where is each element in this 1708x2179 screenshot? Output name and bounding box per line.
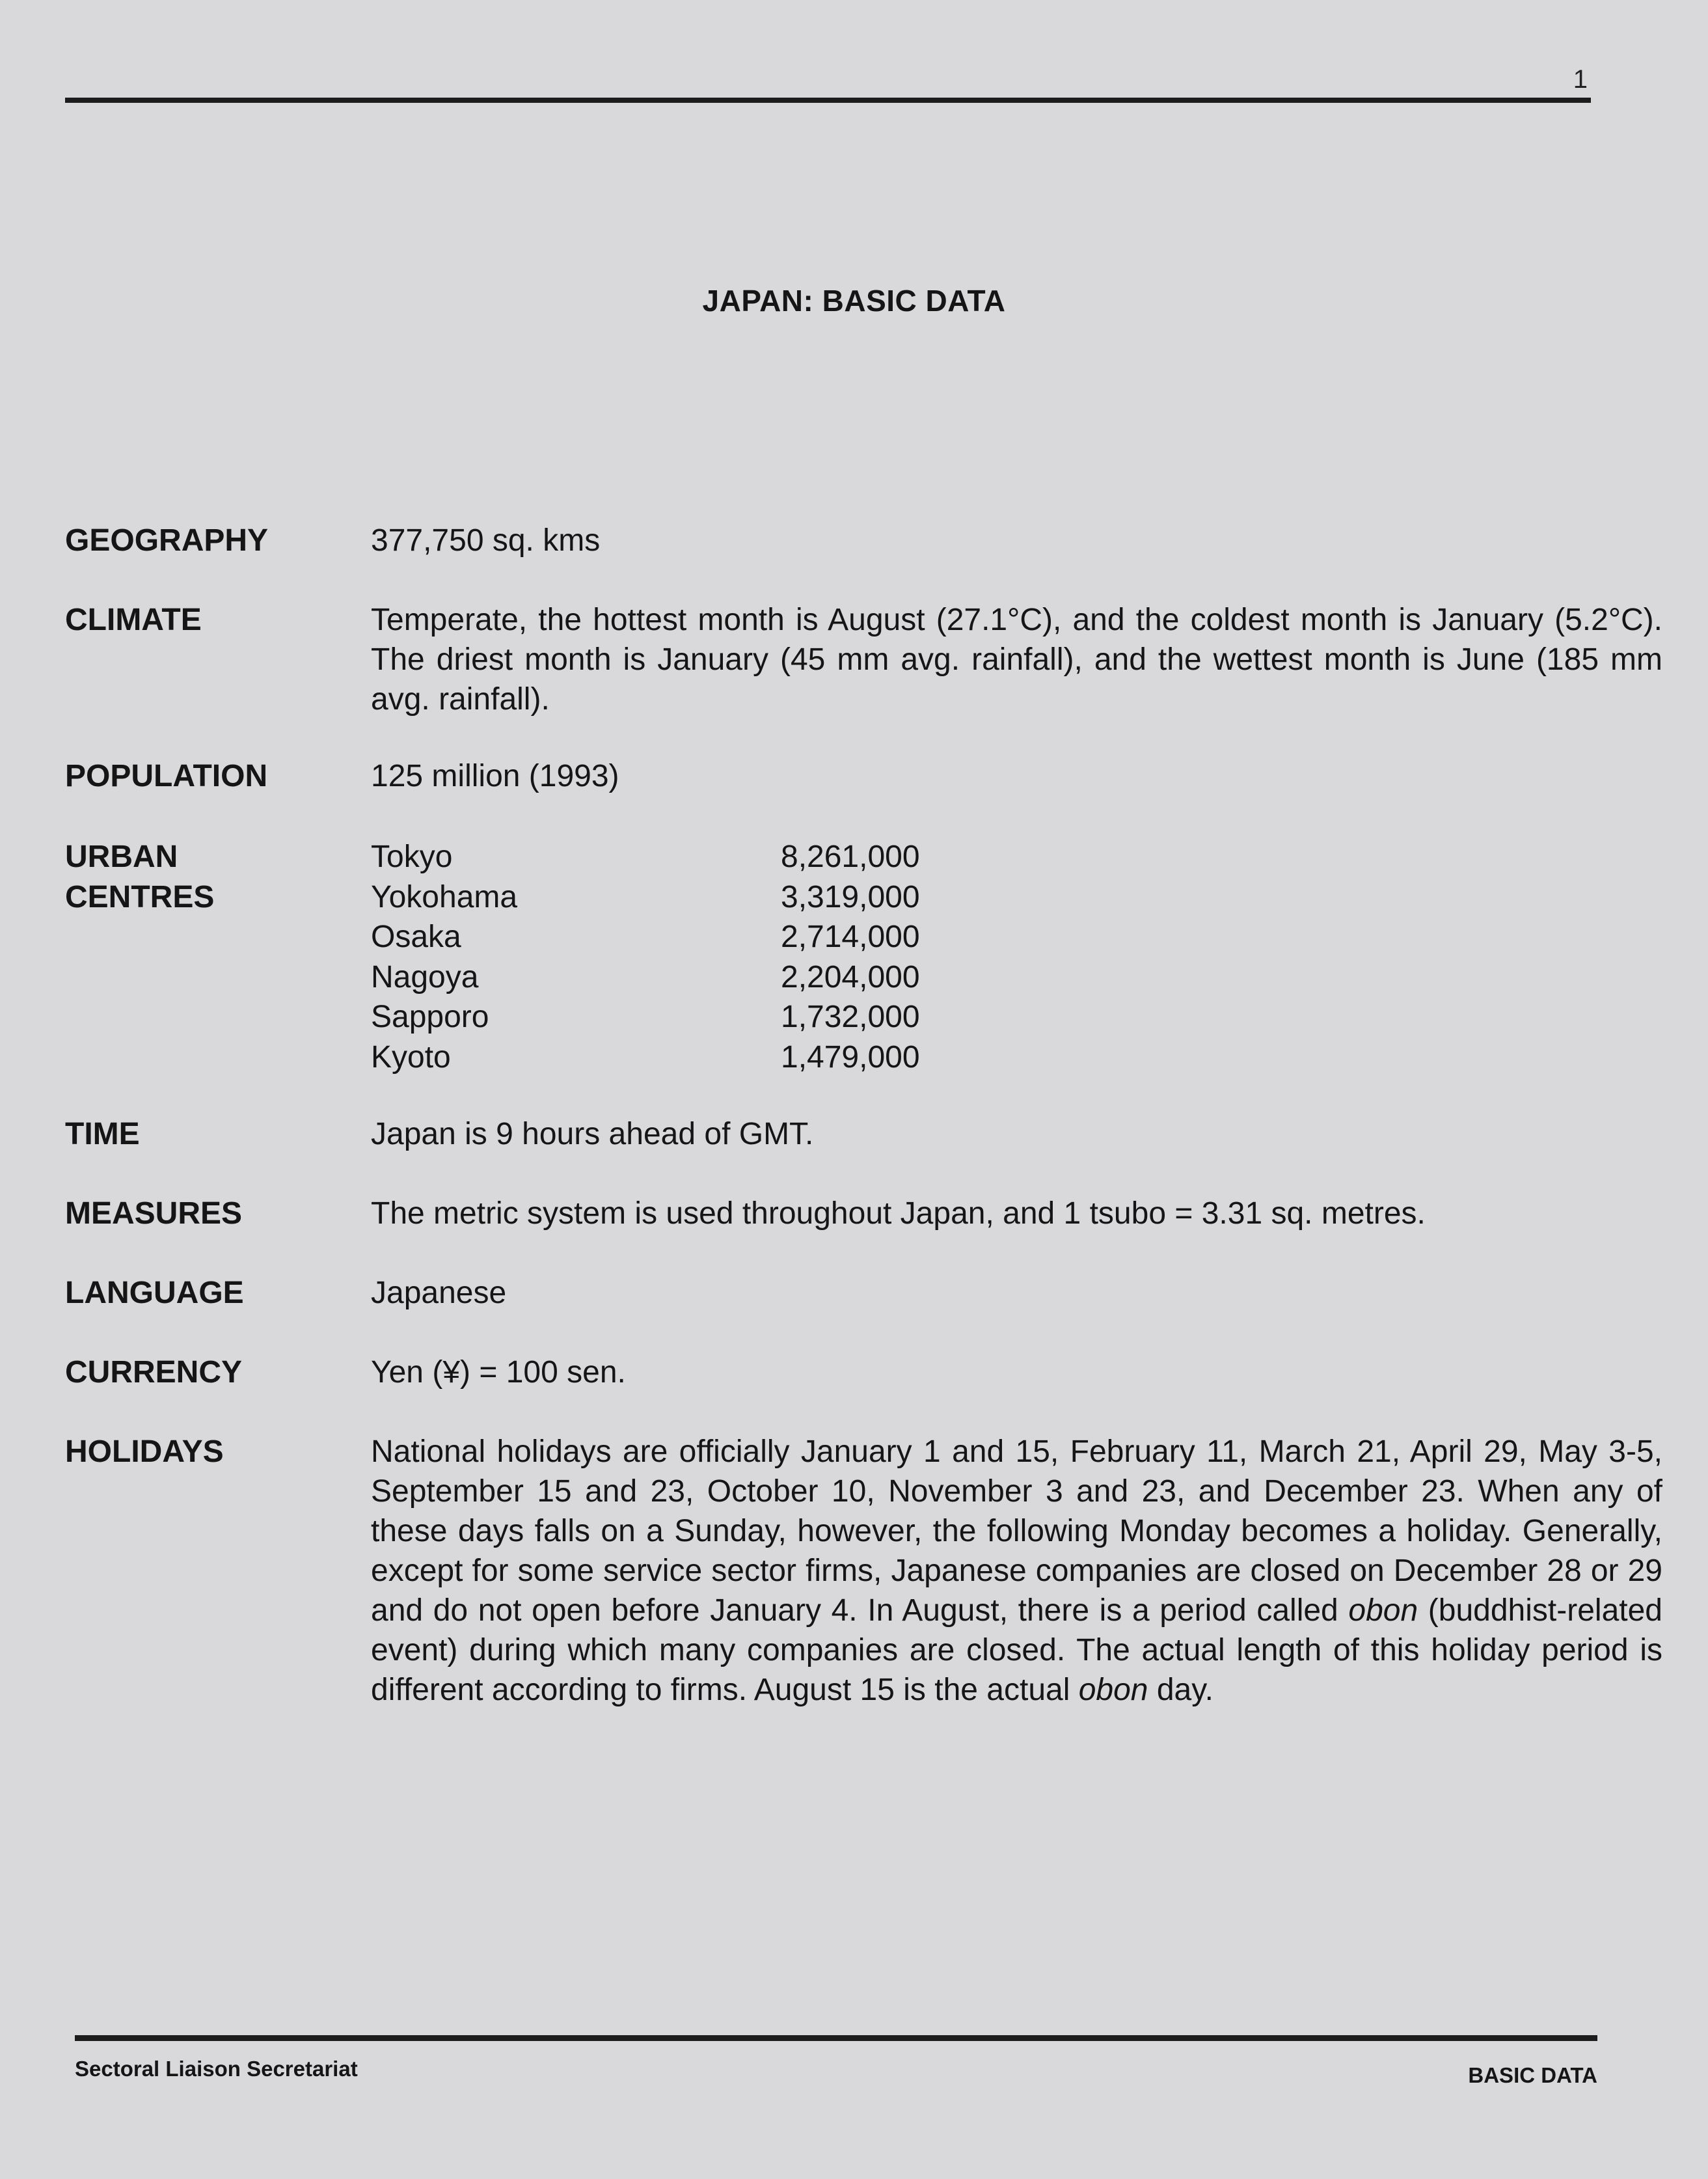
city-population: 2,204,000 — [781, 959, 920, 994]
footer-section-title: BASIC DATA — [1468, 2063, 1597, 2087]
obon-term: obon — [1078, 1673, 1148, 1707]
time-entry — [65, 1114, 1601, 1160]
city-row — [371, 837, 956, 877]
page-title: JAPAN: BASIC DATA — [702, 284, 1006, 318]
city-row — [371, 917, 956, 957]
urban-label-line2: CENTRES — [65, 880, 215, 914]
language-entry — [65, 1273, 1601, 1319]
climate-label: CLIMATE — [65, 603, 202, 637]
measures-label: MEASURES — [65, 1196, 243, 1231]
city-name: Kyoto — [371, 1039, 451, 1075]
time-value: Japan is 9 hours ahead of GMT. — [371, 1117, 814, 1151]
measures-value: The metric system is used throughout Japan, and 1 tsubo = 3.31 sq. metres. — [371, 1196, 1426, 1231]
city-population: 1,479,000 — [781, 1039, 920, 1075]
urban-label-line1: URBAN — [65, 840, 178, 874]
climate-entry — [65, 600, 1662, 724]
urban-centres-entry — [65, 837, 1601, 1084]
city-row — [371, 877, 956, 918]
city-population: 1,732,000 — [781, 1000, 920, 1034]
city-row — [371, 1037, 956, 1078]
city-row — [371, 997, 956, 1037]
holidays-text-part3: day. — [1148, 1673, 1213, 1707]
holidays-value — [371, 1432, 1662, 1710]
population-entry — [65, 756, 1601, 802]
city-name: Osaka — [371, 920, 461, 954]
currency-value: Yen (¥) = 100 sen. — [371, 1355, 626, 1390]
city-population: 8,261,000 — [781, 840, 920, 874]
header-rule — [65, 98, 1591, 103]
obon-term: obon — [1348, 1593, 1418, 1628]
language-label: LANGUAGE — [65, 1276, 244, 1310]
holidays-text-part2: (buddhist-related event) during which many companies are closed. The actual length of this holiday period is different according to firms. August 15 is the actual — [371, 1593, 1663, 1707]
city-list — [371, 837, 956, 1077]
holidays-entry — [65, 1432, 1663, 1757]
city-population: 3,319,000 — [781, 879, 920, 914]
city-name: Sapporo — [371, 1000, 489, 1034]
footer-organization: Sectoral Liaison Secretariat — [75, 2057, 358, 2081]
geography-value: 377,750 sq. kms — [371, 523, 601, 558]
urban-centres-label — [65, 837, 364, 918]
climate-value: Temperate, the hottest month is August (27.1°C), and the coldest month is January (5.2°C). The driest month is January (45 mm avg. rainfall), and the wettest month is June (185 mm avg. rainfall). — [371, 603, 1662, 717]
footer-rule — [75, 2035, 1597, 2041]
population-value: 125 million (1993) — [371, 759, 619, 793]
page-number: 1 — [1573, 65, 1588, 94]
city-name: Yokohama — [371, 879, 518, 914]
city-name: Nagoya — [371, 959, 479, 994]
time-label: TIME — [65, 1117, 140, 1151]
currency-entry — [65, 1352, 1601, 1398]
geography-label: GEOGRAPHY — [65, 523, 269, 558]
geography-entry — [65, 521, 1601, 566]
city-population: 2,714,000 — [781, 920, 920, 954]
city-name: Tokyo — [371, 840, 453, 874]
population-label: POPULATION — [65, 759, 268, 793]
city-row — [371, 957, 956, 998]
holidays-label: HOLIDAYS — [65, 1434, 224, 1469]
measures-entry — [65, 1194, 1601, 1239]
language-value: Japanese — [371, 1276, 507, 1310]
currency-label: CURRENCY — [65, 1355, 243, 1390]
holidays-text-part1: National holidays are officially January 1 and 15, February 11, March 21, April 29, May 3-5, September 15 and 23, October 10, November 3 and 23, and December 23. When any of these days falls on a Sunday, however, the following Monday becomes a holiday. Generally, except for some service sector firms, Japanese companies are closed on December 28 or 29 and do not open before January 4. In August, there is a period called — [371, 1434, 1662, 1628]
